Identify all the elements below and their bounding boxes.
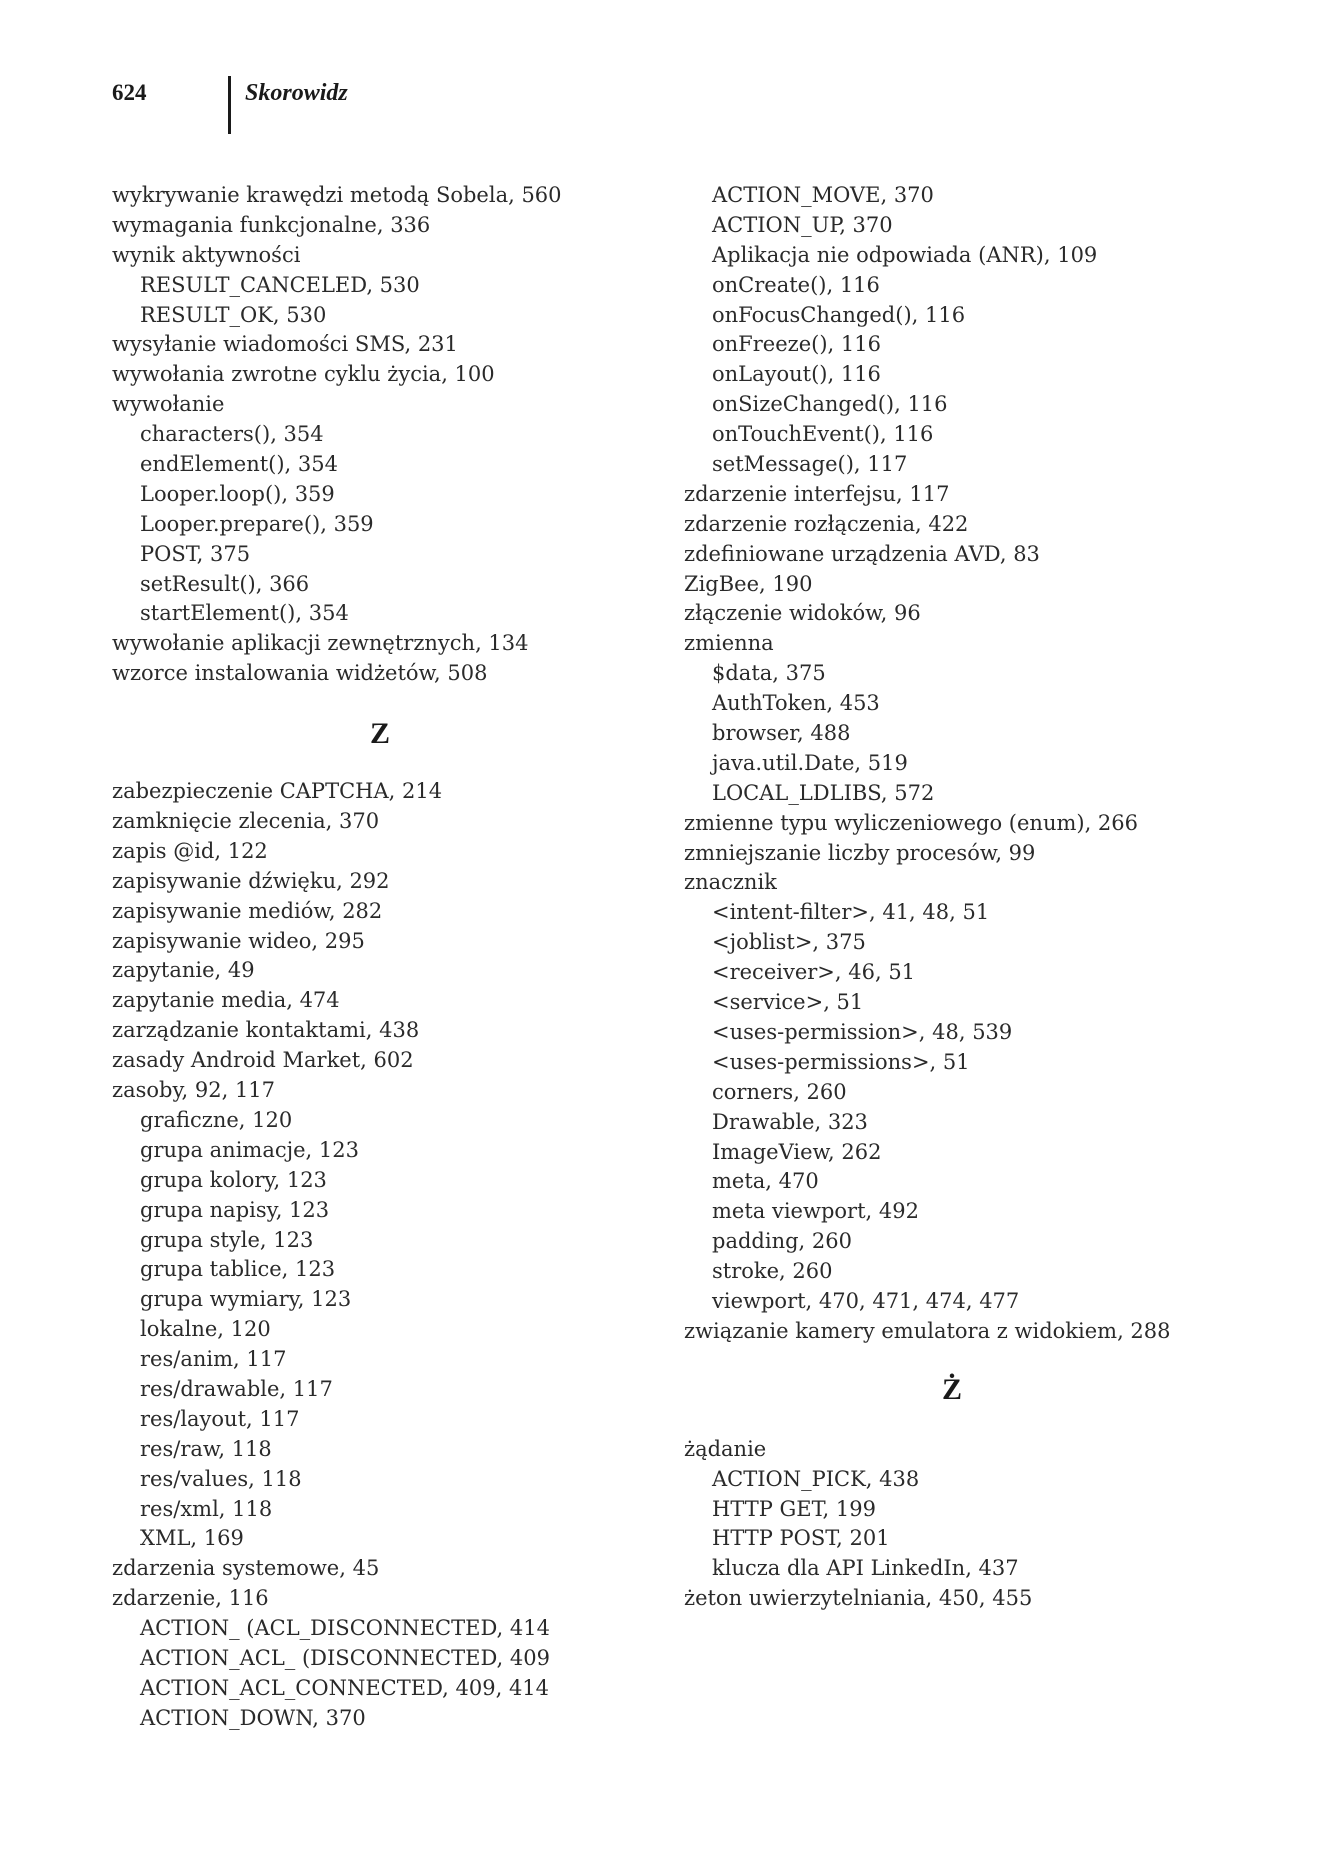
index-subentry: RESULT_CANCELED, 530: [140, 272, 420, 297]
index-subentry: <service>, 51: [712, 990, 864, 1015]
index-entry: zmniejszanie liczby procesów, 99: [684, 840, 1036, 865]
index-subentry: Looper.prepare(), 359: [140, 511, 374, 536]
index-subentry: res/layout, 117: [140, 1406, 300, 1431]
index-entry: znacznik: [684, 870, 777, 895]
index-entry: zasoby, 92, 117: [112, 1078, 276, 1103]
index-subentry: POST, 375: [140, 541, 251, 566]
index-subentry: res/raw, 118: [140, 1436, 272, 1461]
index-subentry: java.util.Date, 519: [712, 750, 908, 775]
index-entry: zapytanie, 49: [112, 958, 255, 983]
index-entry: zapisywanie mediów, 282: [112, 898, 383, 923]
index-entry: żeton uwierzytelniania, 450, 455: [684, 1586, 1033, 1611]
index-subentry: viewport, 470, 471, 474, 477: [712, 1288, 1020, 1313]
index-subentry: characters(), 354: [140, 422, 324, 447]
index-entries: [684, 181, 1284, 1347]
index-subentry: XML, 169: [140, 1526, 244, 1551]
index-entry: zdarzenie interfejsu, 117: [684, 481, 950, 506]
index-entry: zapisywanie wideo, 295: [112, 928, 365, 953]
index-subentry: lokalne, 120: [140, 1317, 271, 1342]
index-entry: wykrywanie krawędzi metodą Sobela, 560: [112, 183, 562, 207]
index-entry: zmienne typu wyliczeniowego (enum), 266: [684, 810, 1139, 835]
index-entry: wymagania funkcjonalne, 336: [112, 212, 431, 237]
index-entry: zamknięcie zlecenia, 370: [112, 809, 380, 834]
index-subentry: stroke, 260: [712, 1259, 833, 1284]
index-subentry: klucza dla API LinkedIn, 437: [712, 1556, 1019, 1581]
index-entry: zasady Android Market, 602: [112, 1048, 414, 1073]
index-subentry: res/xml, 118: [140, 1496, 273, 1521]
index-entry: wynik aktywności: [112, 242, 301, 267]
page-header: [112, 76, 812, 134]
index-subentry: ImageView, 262: [712, 1139, 882, 1164]
index-subentry: onFocusChanged(), 116: [712, 302, 966, 327]
index-subentry: grupa wymiary, 123: [140, 1287, 352, 1312]
index-subentry: endElement(), 354: [140, 452, 338, 477]
index-subentry: browser, 488: [712, 721, 851, 746]
index-subentry: graficzne, 120: [140, 1107, 293, 1132]
index-subentry: onFreeze(), 116: [712, 332, 881, 357]
index-subentry: ACTION_MOVE, 370: [712, 183, 934, 207]
index-subentry: onTouchEvent(), 116: [712, 422, 934, 447]
index-entries: [112, 777, 632, 1734]
index-entry: zdarzenie rozłączenia, 422: [684, 511, 969, 536]
section-letter: Z: [369, 717, 390, 751]
index-entry: żądanie: [684, 1436, 767, 1461]
index-subentry: <uses-permission>, 48, 539: [712, 1019, 1013, 1044]
index-entry: zapisywanie dźwięku, 292: [112, 868, 390, 893]
index-entry: zapis @id, 122: [112, 838, 268, 863]
index-subentry: HTTP POST, 201: [712, 1526, 890, 1551]
index-subentry: ACTION_ACL_CONNECTED, 409, 414: [140, 1675, 550, 1700]
index-subentry: startElement(), 354: [140, 601, 349, 626]
index-subentry: res/values, 118: [140, 1466, 302, 1491]
index-subentry: corners, 260: [712, 1079, 847, 1104]
header-divider: [228, 76, 231, 134]
index-subentry: ACTION_PICK, 438: [712, 1466, 920, 1491]
index-entry: zabezpieczenie CAPTCHA, 214: [112, 779, 443, 804]
index-entry: wywołania zwrotne cyklu życia, 100: [112, 362, 495, 387]
page-number: 624: [112, 80, 147, 105]
index-subentry: padding, 260: [712, 1229, 852, 1254]
index-subentry: Looper.loop(), 359: [140, 481, 335, 506]
index-column-right: [684, 181, 1284, 1614]
index-subentry: <uses-permissions>, 51: [712, 1049, 970, 1074]
index-subentry: ACTION_ (ACL_DISCONNECTED, 414: [140, 1616, 550, 1641]
index-subentry: HTTP GET, 199: [712, 1496, 876, 1521]
index-subentry: <intent-filter>, 41, 48, 51: [712, 900, 990, 925]
index-entry: zarządzanie kontaktami, 438: [112, 1018, 420, 1043]
index-subentry: onSizeChanged(), 116: [712, 392, 948, 417]
index-entry: zapytanie media, 474: [112, 988, 340, 1013]
index-subentry: LOCAL_LDLIBS, 572: [712, 780, 935, 805]
index-subentry: onLayout(), 116: [712, 362, 881, 387]
index-subentry: AuthToken, 453: [712, 691, 880, 716]
index-subentry: setResult(), 366: [140, 571, 310, 596]
index-subentry: ACTION_DOWN, 370: [140, 1705, 366, 1730]
index-column-left: [112, 181, 632, 1734]
index-entry: zmienna: [684, 631, 774, 656]
index-entry: związanie kamery emulatora z widokiem, 288: [684, 1318, 1171, 1343]
index-subentry: ACTION_UP, 370: [712, 212, 893, 237]
index-entry: zdefiniowane urządzenia AVD, 83: [684, 541, 1040, 566]
index-entry: wywołanie: [112, 392, 225, 417]
index-subentry: Drawable, 323: [712, 1109, 868, 1134]
index-subentry: grupa animacje, 123: [140, 1137, 359, 1162]
index-subentry: <joblist>, 375: [712, 930, 866, 955]
index-entry: zdarzenie, 116: [112, 1586, 269, 1611]
index-entry: wysyłanie wiadomości SMS, 231: [112, 332, 458, 357]
index-entry: wzorce instalowania widżetów, 508: [112, 661, 488, 686]
index-entry: złączenie widoków, 96: [684, 601, 921, 626]
index-subentry: RESULT_OK, 530: [140, 302, 327, 327]
section-letter: Ż: [941, 1372, 962, 1406]
index-subentry: Aplikacja nie odpowiada (ANR), 109: [712, 242, 1098, 267]
index-entries: [112, 181, 632, 689]
index-subentry: setMessage(), 117: [712, 452, 908, 477]
index-entry: wywołanie aplikacji zewnętrznych, 134: [112, 631, 529, 656]
index-subentry: ACTION_ACL_ (DISCONNECTED, 409: [140, 1645, 550, 1670]
running-title: Skorowidz: [245, 80, 348, 106]
index-entry: ZigBee, 190: [684, 571, 813, 596]
index-subentry: res/drawable, 117: [140, 1376, 333, 1401]
index-subentry: onCreate(), 116: [712, 272, 880, 297]
index-subentry: grupa napisy, 123: [140, 1197, 330, 1222]
index-subentry: meta, 470: [712, 1169, 819, 1194]
index-subentry: res/anim, 117: [140, 1347, 287, 1372]
index-subentry: meta viewport, 492: [712, 1199, 919, 1224]
index-subentry: $data, 375: [712, 661, 826, 686]
index-subentry: grupa tablice, 123: [140, 1257, 336, 1282]
index-subentry: <receiver>, 46, 51: [712, 960, 916, 985]
index-entry: zdarzenia systemowe, 45: [112, 1556, 380, 1581]
index-subentry: grupa kolory, 123: [140, 1167, 327, 1192]
index-subentry: grupa style, 123: [140, 1227, 314, 1252]
index-entries: [684, 1435, 1284, 1614]
